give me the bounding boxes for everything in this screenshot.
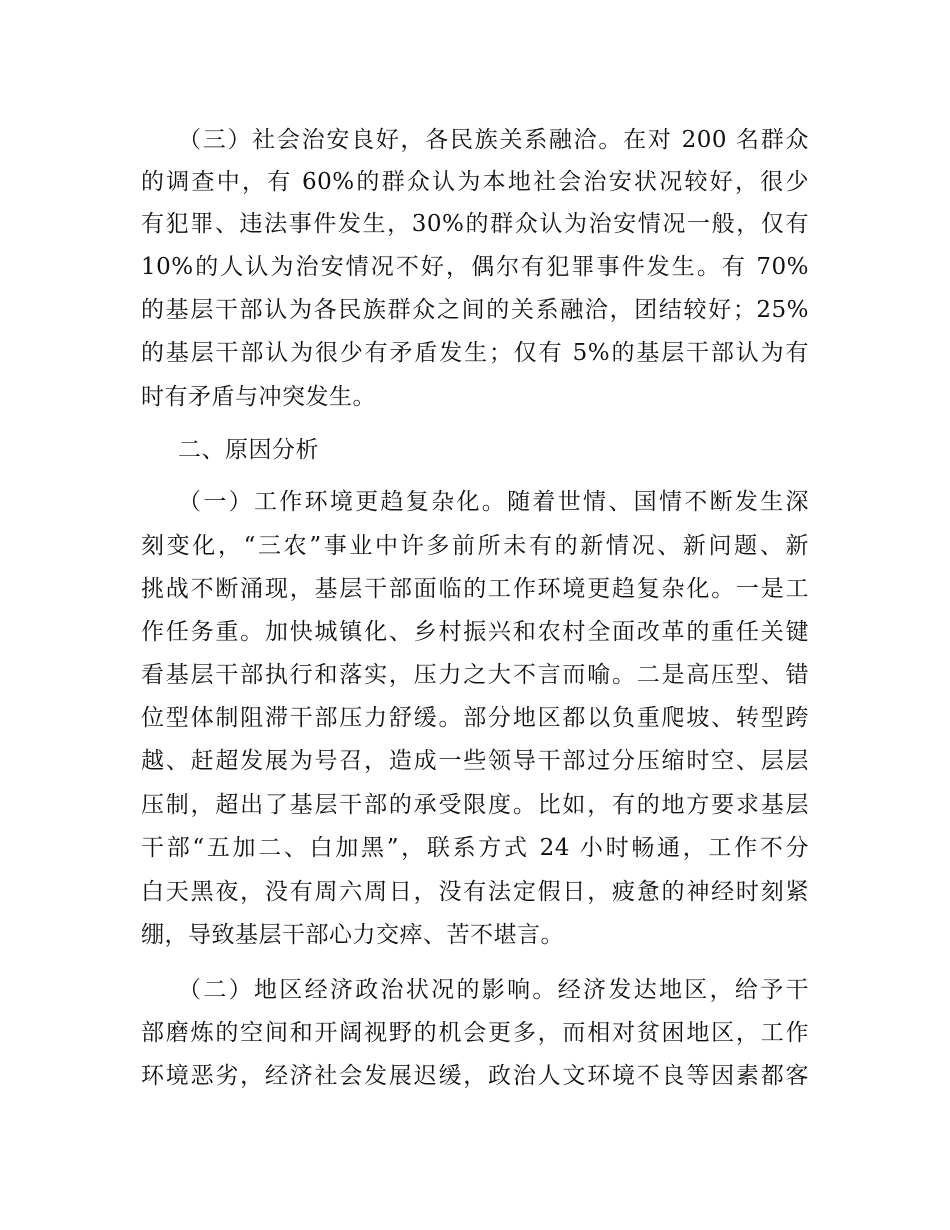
paragraph-1-line: 越、赶超发展为号召，造成一些领导干部过分压缩时空、层层 (141, 748, 809, 774)
paragraph-1-line: 刻变化，“三农”事业中许多前所未有的新情况、新问题、新 (141, 533, 809, 559)
paragraph-1-line: 作任务重。加快城镇化、乡村振兴和农村全面改革的重任关键 (141, 619, 809, 645)
paragraph-2-line: 部磨炼的空间和开阔视野的机会更多，而相对贫困地区，工作 (141, 1020, 809, 1046)
paragraph-1-line: 压制，超出了基层干部的承受限度。比如，有的地方要求基层 (141, 792, 809, 818)
paragraph-1-line: 挑战不断涌现，基层干部面临的工作环境更趋复杂化。一是工 (141, 576, 809, 602)
paragraph-1-line: 白天黑夜，没有周六周日，没有法定假日，疲惫的神经时刻紧 (141, 879, 809, 905)
paragraph-2-line: 环境恶劣，经济社会发展迟缓，政治人文环境不良等因素都客 (141, 1063, 809, 1089)
paragraph-3-line: 10%的人认为治安情况不好，偶尔有犯罪事件发生。有 70% (141, 254, 809, 280)
paragraph-1-line: 绷，导致基层干部心力交瘁、苦不堪言。 (141, 922, 564, 948)
paragraph-3-line: 有犯罪、违法事件发生，30%的群众认为治安情况一般，仅有 (141, 211, 809, 237)
paragraph-3-line: 时有矛盾与冲突发生。 (141, 384, 376, 410)
paragraph-2-line: （二）地区经济政治状况的影响。经济发达地区，给予干 (178, 977, 809, 1003)
paragraph-1-line: 看基层干部执行和落实，压力之大不言而喻。二是高压型、错 (141, 662, 809, 688)
paragraph-3-line: 的基层干部认为很少有矛盾发生；仅有 5%的基层干部认为有 (141, 340, 809, 366)
paragraph-3-line: （三）社会治安良好，各民族关系融洽。在对 200 名群众 (178, 127, 809, 153)
paragraph-3-line: 的基层干部认为各民族群众之间的关系融洽，团结较好；25% (141, 297, 809, 323)
paragraph-1-line: （一）工作环境更趋复杂化。随着世情、国情不断发生深 (178, 489, 809, 515)
paragraph-3-line: 的调查中，有 60%的群众认为本地社会治安状况较好，很少 (141, 169, 809, 195)
paragraph-1-line: 位型体制阻滞干部压力舒缓。部分地区都以负重爬坡、转型跨 (141, 705, 809, 731)
paragraph-1-line: 干部“五加二、白加黑”，联系方式 24 小时畅通，工作不分 (141, 835, 809, 861)
section-heading: 二、原因分析 (178, 437, 319, 463)
